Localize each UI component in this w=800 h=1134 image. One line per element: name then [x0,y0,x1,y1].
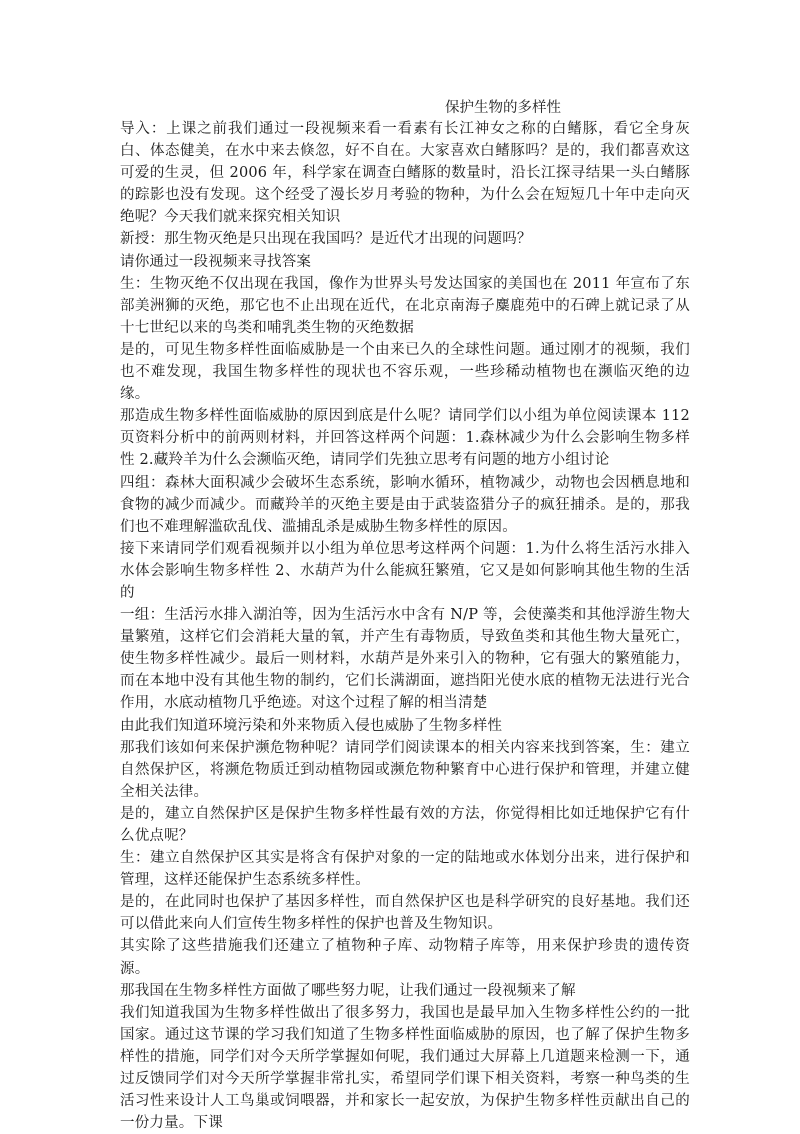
paragraph-protection-question: 那我们该如何来保护濒危物种呢？请同学们阅读课本的相关内容来找到答案，生：建立自然保护区，将濒危物质迁到动植物园或濒危物种繁育中心进行保护和管理，并建立健全相关法律。 [120,739,690,800]
paragraph-new-lesson: 新授：那生物灭绝是只出现在我国吗？是近代才出现的问题吗？ [120,231,532,248]
paragraph-china-efforts: 那我国在生物多样性方面做了哪些努力呢，让我们通过一段视频来了解 [120,982,576,999]
paragraph-intro: 导入：上课之前我们通过一段视频来看一看素有长江神女之称的白鳍豚，看它全身灰白、体态健美，在水中来去倏忽，好不自在。大家喜欢白鳍豚吗？是的，我们都喜欢这可爱的生灵，但 2006 年，科学家在调查白鳍豚的数量时，沿长江探寻结果一头白鳍豚的踪影也没有发现。这个经受了漫长岁月考验的物种，为什么会在短短几十年中走向灭绝呢？今天我们就来探究相关知识 [120,121,690,226]
paragraph-nature-reserve: 是的，建立自然保护区是保护生物多样性最有效的方法，你觉得相比如迁地保护它有什么优点呢？ [120,805,690,844]
paragraph-video-prompt: 请你通过一段视频来寻找答案 [120,253,312,270]
paragraph-conclusion-pollution: 由此我们知道环境污染和外来物质入侵也威胁了生物多样性 [120,717,503,734]
document-body [120,118,690,1134]
paragraph-global-problem: 是的，可见生物多样性面临威胁是一个由来已久的全球性问题。通过刚才的视频，我们也不难发现，我国生物多样性的现状也不容乐观，一些珍稀动植物也在濒临灭绝的边缘。 [120,341,690,403]
paragraph-summary: 我们知道我国为生物多样性做出了很多努力，我国也是最早加入生物多样性公约的一批国家。通过这节课的学习我们知道了生物多样性面临威胁的原因，也了解了保护生物多样性的措施，同学们对今天所学掌握如何呢，我们通过大屏幕上几道题来检测一下，通过反馈同学们对今天所学掌握非常扎实，希望同学们课下相关资料，考察一种鸟类的生活习性来设计人工鸟巢或饲喂器，并和家长一起安放，为保护生物多样性贡献出自己的一份力量。下课 [120,1004,690,1132]
paragraph-student-answer-1: 生：生物灭绝不仅出现在我国，像作为世界头号发达国家的美国也在 2011 年宣布了东部美洲狮的灭绝，那它也不止出现在近代，在北京南海子麋鹿苑中的石碑上就记录了从十七世纪以来的鸟类和哺乳类生物的灭绝数据 [120,275,690,336]
document-title: 保护生物的多样性 [445,100,561,116]
paragraph-question-causes: 那造成生物多样性面临威胁的原因到底是什么呢？请同学们以小组为单位阅读课本 112 页资料分析中的前两则材料，并回答这样两个问题：1.森林减少为什么会影响生物多样性 2.藏羚羊为什么会濒临灭绝，请同学们先独立思考有问题的地方小组讨论 [120,408,690,469]
paragraph-seed-bank: 其实除了这些措施我们还建立了植物种子库、动物精子库等，用来保护珍贵的遗传资源。 [120,938,690,977]
paragraph-student-answer-2: 生：建立自然保护区其实是将含有保护对象的一定的陆地或水体划分出来，进行保护和管理，这样还能保护生态系统多样性。 [120,850,690,889]
paragraph-gene-diversity: 是的，在此同时也保护了基因多样性，而自然保护区也是科学研究的良好基地。我们还可以借此来向人们宣传生物多样性的保护也普及生物知识。 [120,894,690,933]
paragraph-next-video: 接下来请同学们观看视频并以小组为单位思考这样两个问题：1.为什么将生活污水排入水体会影响生物多样性 2、水葫芦为什么能疯狂繁殖，它又是如何影响其他生物的生活的 [120,540,690,601]
paragraph-group-four: 四组：森林大面积减少会破坏生态系统，影响水循环，植物减少，动物也会因栖息地和食物的减少而减少。而藏羚羊的灭绝主要是由于武装盗猎分子的疯狂捕杀。是的，那我们也不难理解滥砍乱伐、滥捕乱杀是威胁生物多样性的原因。 [120,474,690,535]
paragraph-group-one: 一组：生活污水排入湖泊等，因为生活污水中含有 N/P 等，会使藻类和其他浮游生物大量繁殖，这样它们会消耗大量的氧，并产生有毒物质，导致鱼类和其他生物大量死亡，使生物多样性减少。最后一则材料，水葫芦是外来引入的物种，它有强大的繁殖能力，而在本地中没有其他生物的制约，它们长满湖面，遮挡阳光使水底的植物无法进行光合作用，水底动植物几乎绝迹。对这个过程了解的相当清楚 [120,607,690,712]
